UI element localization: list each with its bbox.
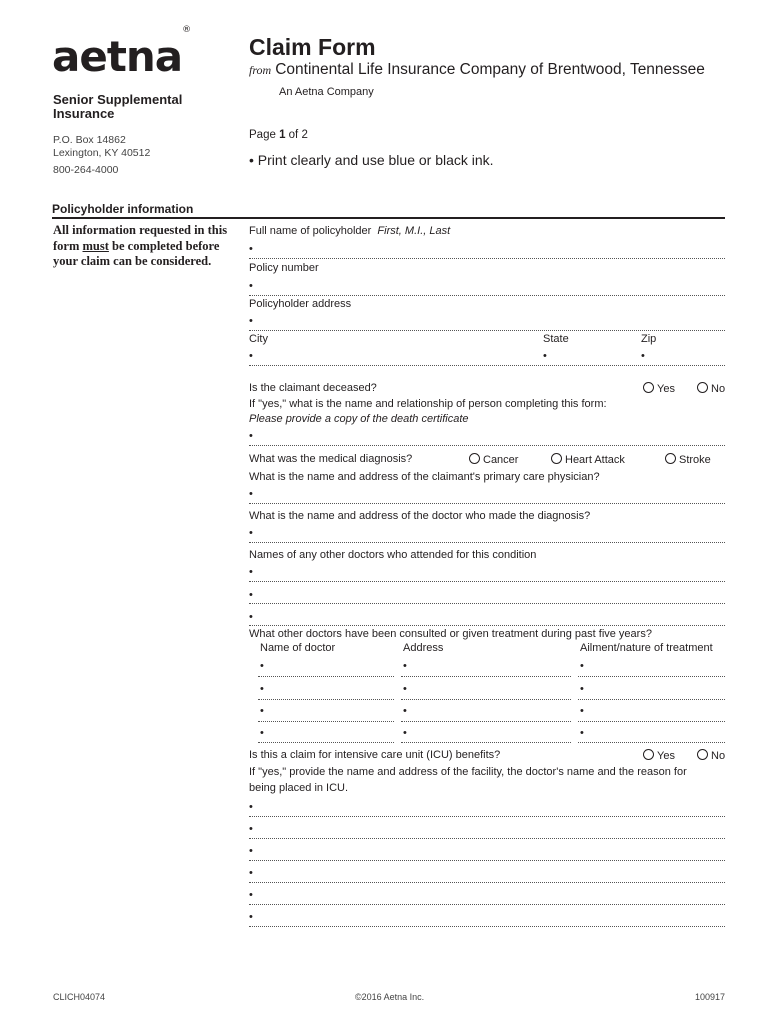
issuer-line xyxy=(249,61,705,79)
yes-label: Yes xyxy=(657,750,675,762)
address-line-1: P.O. Box 14862 xyxy=(53,134,126,146)
past-doctor-ailment-4[interactable] xyxy=(578,742,725,743)
radio-icon[interactable] xyxy=(697,749,708,760)
person-completing-field[interactable] xyxy=(249,445,725,446)
mailing-address xyxy=(53,134,150,160)
product-name: Senior Supplemental Insurance xyxy=(53,92,183,121)
past-doctor-name-1[interactable] xyxy=(258,676,394,677)
registered-mark: ® xyxy=(182,25,191,35)
icu-details-field-6[interactable] xyxy=(249,926,725,927)
bullet: • xyxy=(260,683,264,695)
bullet: • xyxy=(580,683,584,695)
full-name-hint: First, M.I., Last xyxy=(377,225,451,237)
bullet: • xyxy=(403,705,407,717)
city-state-zip-field[interactable] xyxy=(249,365,725,366)
deceased-question: Is the claimant deceased? xyxy=(249,382,377,394)
form-title: Claim Form xyxy=(249,34,376,60)
full-name-field[interactable] xyxy=(249,258,725,259)
bullet: • xyxy=(249,315,253,327)
diagnosis-heart-attack-option[interactable] xyxy=(551,453,625,466)
bullet: • xyxy=(641,350,645,362)
bullet: • xyxy=(543,350,547,362)
copyright: ©2016 Aetna Inc. xyxy=(355,992,425,1002)
icu-question: Is this a claim for intensive care unit (ICU) benefits? xyxy=(249,749,501,761)
subsidiary-note: An Aetna Company xyxy=(279,86,374,98)
logo-text: aetna xyxy=(52,32,183,81)
section-title: Policyholder information xyxy=(52,202,194,216)
past-doctor-ailment-2[interactable] xyxy=(578,699,725,700)
column-address: Address xyxy=(403,642,444,654)
zip-label: Zip xyxy=(641,333,657,345)
no-label: No xyxy=(711,383,726,395)
section-divider xyxy=(52,217,725,219)
past-doctor-address-3[interactable] xyxy=(401,721,571,722)
bullet: • xyxy=(260,705,264,717)
bullet: • xyxy=(249,845,253,857)
state-label: State xyxy=(543,333,569,345)
aetna-logo xyxy=(52,25,191,81)
icu-details-field-3[interactable] xyxy=(249,860,725,861)
diagnosis-question: What was the medical diagnosis? xyxy=(249,453,413,465)
company-name: Continental Life Insurance Company of Brentwood, Tennessee xyxy=(275,61,705,78)
bullet: • xyxy=(249,911,253,923)
phone-number: 800-264-4000 xyxy=(53,164,119,176)
full-name-label xyxy=(249,225,450,237)
diagnosis-stroke-option[interactable] xyxy=(665,453,711,466)
notice-must: must xyxy=(82,238,109,253)
past-doctor-name-3[interactable] xyxy=(258,721,394,722)
bullet: • xyxy=(249,611,253,623)
bullet: • xyxy=(580,660,584,672)
bullet: • xyxy=(249,488,253,500)
heart-attack-label: Heart Attack xyxy=(565,454,625,466)
column-ailment: Ailment/nature of treatment xyxy=(580,642,713,654)
primary-physician-question: What is the name and address of the claimant's primary care physician? xyxy=(249,471,600,483)
other-doctors-field-2[interactable] xyxy=(249,603,725,604)
form-code: CLICH04074 xyxy=(53,992,106,1002)
column-name-of-doctor: Name of doctor xyxy=(260,642,336,654)
past-doctor-address-1[interactable] xyxy=(401,676,571,677)
completion-notice xyxy=(53,223,237,270)
death-certificate-hint: Please provide a copy of the death certificate xyxy=(249,413,469,425)
deceased-yes-option[interactable] xyxy=(643,382,675,395)
past-doctor-ailment-3[interactable] xyxy=(578,721,725,722)
bullet: • xyxy=(249,527,253,539)
bullet: • xyxy=(249,867,253,879)
bullet: • xyxy=(249,243,253,255)
policyholder-address-label: Policyholder address xyxy=(249,298,352,310)
radio-icon[interactable] xyxy=(643,749,654,760)
radio-icon[interactable] xyxy=(469,453,480,464)
bullet: • xyxy=(403,727,407,739)
bullet: • xyxy=(260,660,264,672)
policy-number-field[interactable] xyxy=(249,295,725,296)
stroke-label: Stroke xyxy=(679,454,711,466)
bullet: • xyxy=(249,823,253,835)
radio-icon[interactable] xyxy=(665,453,676,464)
ink-instruction: • Print clearly and use blue or black ink. xyxy=(249,152,494,168)
past-doctor-address-4[interactable] xyxy=(401,742,571,743)
notice-part-2: be completed before your claim can be considered. xyxy=(53,238,220,268)
icu-details-field-4[interactable] xyxy=(249,882,725,883)
form-version: 100917 xyxy=(695,992,726,1002)
page-current: 1 xyxy=(279,129,286,141)
bullet: • xyxy=(249,889,253,901)
bullet: • xyxy=(249,566,253,578)
bullet: • xyxy=(403,660,407,672)
bullet: • xyxy=(260,727,264,739)
cancer-label: Cancer xyxy=(483,454,519,466)
policyholder-address-field[interactable] xyxy=(249,330,725,331)
address-line-2: Lexington, KY 40512 xyxy=(53,147,151,159)
policy-number-label: Policy number xyxy=(249,262,319,274)
from-label: from xyxy=(249,63,272,77)
radio-icon[interactable] xyxy=(643,382,654,393)
bullet: • xyxy=(249,350,253,362)
icu-no-option[interactable] xyxy=(697,749,725,762)
diagnosing-doctor-question: What is the name and address of the doctor who made the diagnosis? xyxy=(249,510,591,522)
other-doctors-question: Names of any other doctors who attended for this condition xyxy=(249,549,537,561)
bullet: • xyxy=(580,727,584,739)
past-doctor-name-2[interactable] xyxy=(258,699,394,700)
icu-yes-option[interactable] xyxy=(643,749,675,762)
deceased-no-option[interactable] xyxy=(697,382,725,395)
other-doctors-field-1[interactable] xyxy=(249,581,725,582)
bullet: • xyxy=(249,430,253,442)
radio-icon[interactable] xyxy=(697,382,708,393)
primary-physician-field[interactable] xyxy=(249,503,725,504)
icu-details-field-5[interactable] xyxy=(249,904,725,905)
icu-followup-line-2: being placed in ICU. xyxy=(249,782,349,794)
page-prefix: Page xyxy=(249,129,280,141)
city-label: City xyxy=(249,333,268,345)
bullet: • xyxy=(580,705,584,717)
other-doctors-field-3[interactable] xyxy=(249,625,725,626)
diagnosing-doctor-field[interactable] xyxy=(249,542,725,543)
yes-label: Yes xyxy=(657,383,675,395)
diagnosis-cancer-option[interactable] xyxy=(469,453,518,466)
past-doctor-address-2[interactable] xyxy=(401,699,571,700)
bullet: • xyxy=(249,280,253,292)
icu-followup-line-1: If "yes," provide the name and address of the facility, the doctor's name and the reason for xyxy=(249,766,687,778)
icu-details-field-2[interactable] xyxy=(249,838,725,839)
deceased-followup: If "yes," what is the name and relationship of person completing this form: xyxy=(249,398,607,410)
full-name-text: Full name of policyholder xyxy=(249,225,372,237)
radio-icon[interactable] xyxy=(551,453,562,464)
past-doctors-question: What other doctors have been consulted or given treatment during past five years? xyxy=(249,628,652,640)
notice-part-1: All information requested in this form xyxy=(53,223,228,253)
page-suffix: of 2 xyxy=(285,129,308,141)
bullet: • xyxy=(249,589,253,601)
past-doctor-name-4[interactable] xyxy=(258,742,394,743)
bullet: • xyxy=(403,683,407,695)
no-label: No xyxy=(711,750,726,762)
page-indicator xyxy=(249,129,308,141)
bullet: • xyxy=(249,801,253,813)
past-doctor-ailment-1[interactable] xyxy=(578,676,725,677)
icu-details-field-1[interactable] xyxy=(249,816,725,817)
